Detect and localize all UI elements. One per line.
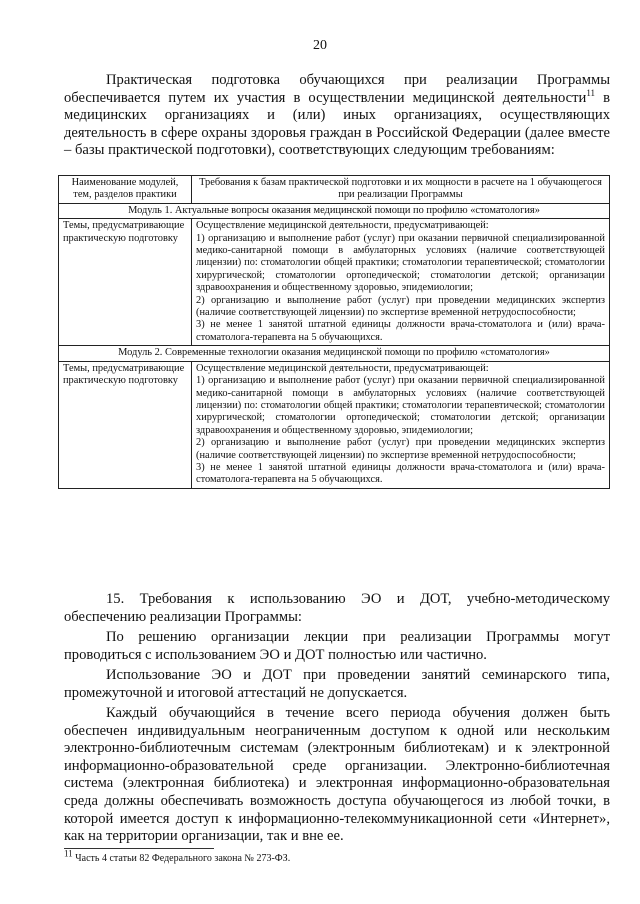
intro-text-continued: в медицинских организациях и (или) иных организациях, осуществляющих деятельность в сфере охраны здоровья граждан в Российской Федерации (далее вместе – базы практической подготовки), соответствующих следующим требованиям: <box>64 89 610 159</box>
footnote <box>64 848 291 865</box>
body-paragraph: По решению организации лекции при реализации Программы могут проводиться с использованием ЭО и ДОТ полностью или частично. <box>64 629 610 663</box>
module-title-row <box>59 203 610 218</box>
header-requirements: Требования к базам практической подготовки и их мощности в расчете на 1 обучающегося при реализации Программы <box>192 176 610 204</box>
footnote-divider <box>64 848 214 849</box>
intro-paragraph <box>64 72 610 160</box>
footnote-number: 11 <box>64 848 73 859</box>
module-title-row <box>59 346 610 361</box>
module-title: Модуль 1. Актуальные вопросы оказания медицинской помощи по профилю «стоматология» <box>59 203 610 218</box>
table-row <box>59 219 610 346</box>
topic-cell: Темы, предусматривающие практическую подготовку <box>59 219 192 346</box>
requirement-item: 2) организацию и выполнение работ (услуг) при проведении медицинских экспертиз (наличие соответствующей лицензии) по экспертизе временной нетрудоспособности; <box>196 294 605 319</box>
page-number: 20 <box>313 38 327 53</box>
body-paragraph: Каждый обучающийся в течение всего периода обучения должен быть обеспечен индивидуальным неограниченным доступом к одной или нескольким электронно-библиотечным системам (электронным библиотекам) и к электронной информационно-образовательной среде организации. Электронно-библиотечная система (электронная библиотека) и электронная информационно-образовательная среда должны обеспечивать возможность доступа обучающегося из любой точки, в которой имеется доступ к информационно-телекоммуникационной сети «Интернет», как на территории организации, так и вне ее. <box>64 705 610 845</box>
requirements-lead: Осуществление медицинской деятельности, предусматривающей: <box>196 220 489 232</box>
module-title: Модуль 2. Современные технологии оказания медицинской помощи по профилю «стоматология» <box>59 346 610 361</box>
requirement-item: 3) не менее 1 занятой штатной единицы должности врача-стоматолога и (или) врача-стоматолога-терапевта на 5 обучающихся. <box>196 461 605 486</box>
body-paragraph: Использование ЭО и ДОТ при проведении занятий семинарского типа, промежуточной и итоговой аттестаций не допускается. <box>64 667 610 701</box>
intro-text: Практическая подготовка обучающихся при реализации Программы обеспечивается путем их участия в осуществлении медицинской деятельности <box>64 72 610 106</box>
table-header-row <box>59 176 610 204</box>
requirement-item: 1) организацию и выполнение работ (услуг) при оказании первичной специализированной медико-санитарной помощи в амбулаторных условиях (наличие соответствующей лицензии) по: стоматологии общей практики; стоматологии терапевтической; стоматологии хирургической; стоматологии ортопедической; стоматологии детской; организации здравоохранения и общественному здоровью, эпидемиологии; <box>196 232 605 294</box>
requirements-cell <box>192 219 610 346</box>
header-modules: Наименование модулей, тем, разделов практики <box>59 176 192 204</box>
requirements-lead: Осуществление медицинской деятельности, предусматривающей: <box>196 362 489 374</box>
topic-cell: Темы, предусматривающие практическую подготовку <box>59 361 192 488</box>
requirements-cell <box>192 361 610 488</box>
requirement-item: 3) не менее 1 занятой штатной единицы должности врача-стоматолога и (или) врача-стоматолога-терапевта на 5 обучающихся. <box>196 319 605 343</box>
footnote-reference: 11 <box>586 87 596 98</box>
requirement-item: 1) организацию и выполнение работ (услуг) при оказании первичной специализированной медико-санитарной помощи в амбулаторных условиях (наличие соответствующей лицензии) по: стоматологии общей практики; стоматологии терапевтической; стоматологии хирургической; стоматологии ортопедической; стоматологии детской; организации здравоохранения и общественному здоровью, эпидемиологии; <box>196 375 605 436</box>
requirements-table <box>58 175 610 489</box>
footnote-text: Часть 4 статьи 82 Федерального закона № 273-ФЗ. <box>72 853 291 864</box>
table-row <box>59 361 610 488</box>
section-15-heading: 15. Требования к использованию ЭО и ДОТ, учебно-методическому обеспечению реализации Программы: <box>64 591 610 625</box>
requirement-item: 2) организацию и выполнение работ (услуг) при проведении медицинских экспертиз (наличие соответствующей лицензии) по экспертизе временной нетрудоспособности; <box>196 437 605 461</box>
